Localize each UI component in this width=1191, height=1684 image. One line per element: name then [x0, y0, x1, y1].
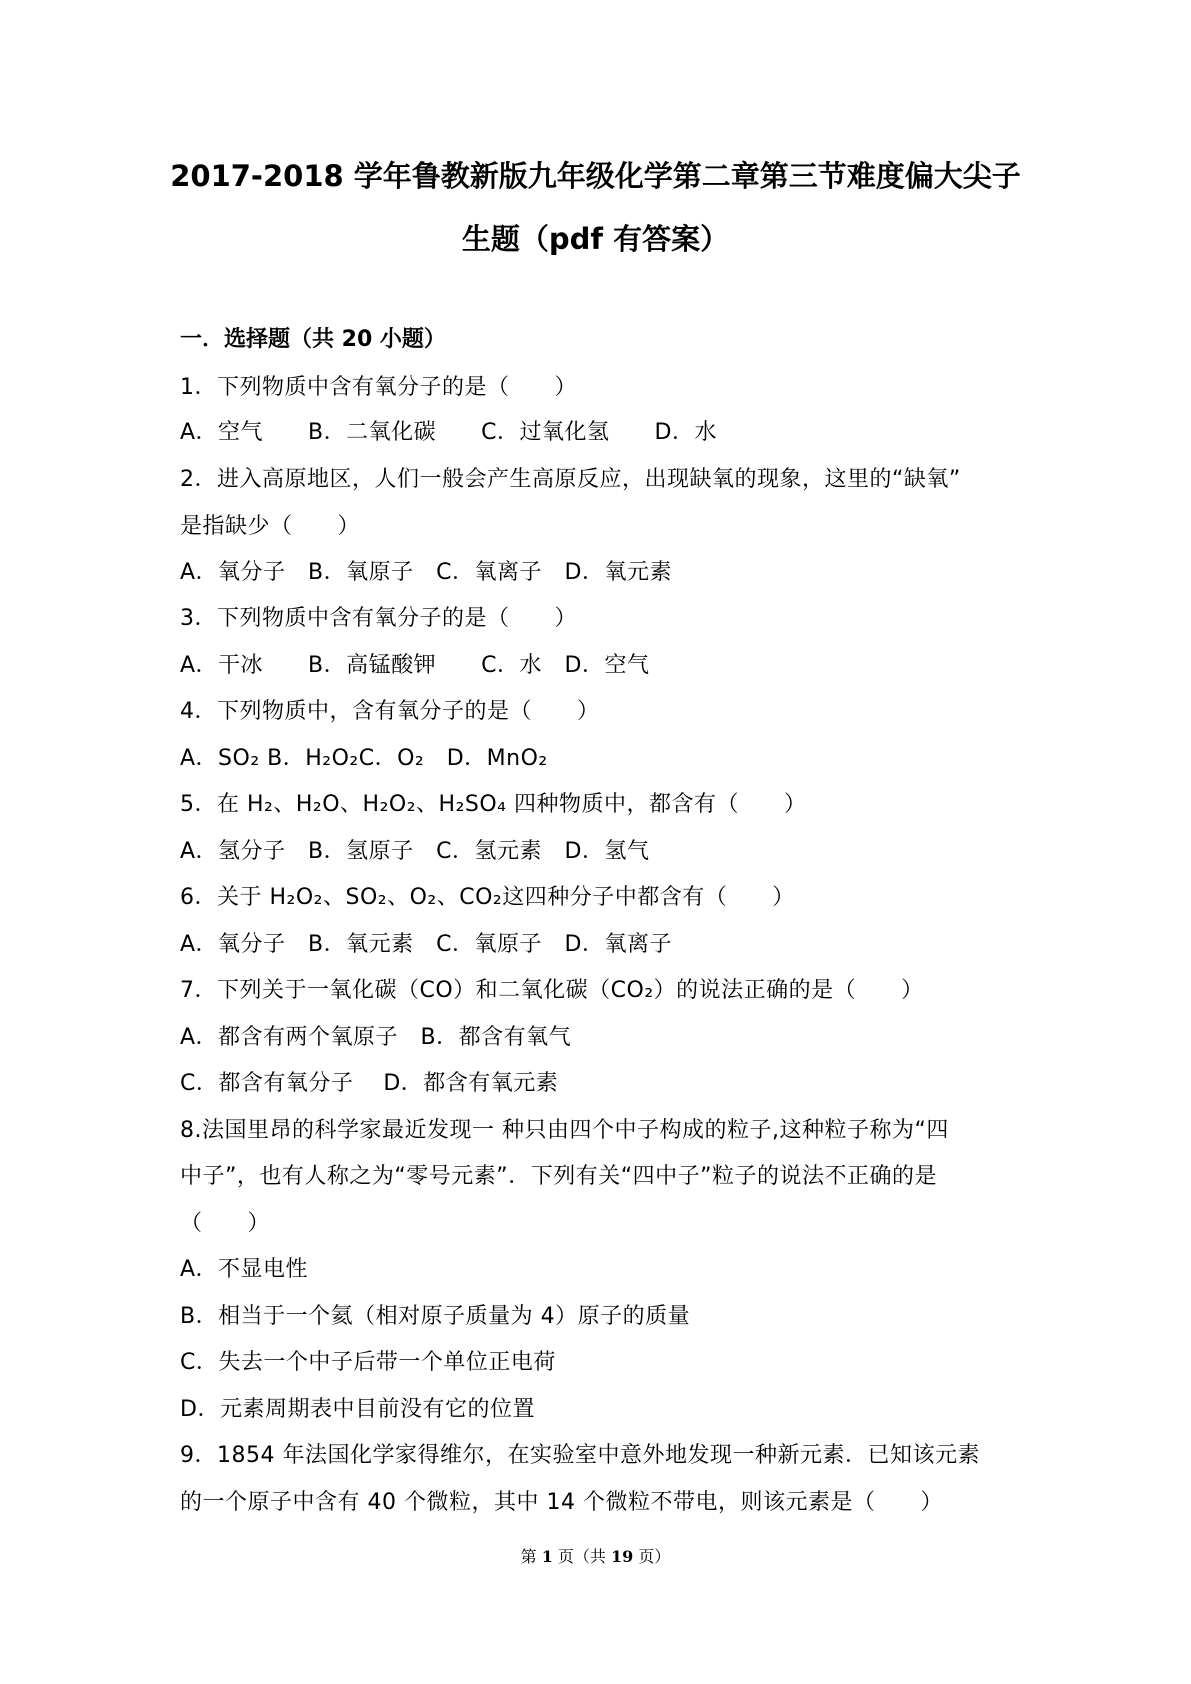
- footer-total-pages: 19: [611, 1547, 634, 1566]
- footer-page-number: 1: [541, 1547, 553, 1566]
- options-line: A．氧分子 B．氧原子 C．氧离子 D．氧元素: [180, 560, 672, 585]
- options-line: A．氢分子 B．氢原子 C．氢元素 D．氢气: [180, 839, 650, 864]
- question-line: 中子”，也有人称之为“零号元素”．下列有关“四中子”粒子的说法不正确的是: [180, 1164, 937, 1189]
- question-line: 是指缺少（ ）: [180, 514, 361, 539]
- question-line: 8.法国里昂的科学家最近发现一 种只由四个中子构成的粒子,这种粒子称为“四: [180, 1118, 949, 1143]
- options-line: A．都含有两个氧原子 B．都含有氧气: [180, 1025, 572, 1050]
- question-line: 6．关于 H₂O₂、SO₂、O₂、CO₂这四种分子中都含有（ ）: [180, 885, 795, 910]
- document-title-line2: 生题（pdf 有答案）: [461, 222, 730, 256]
- footer-prefix: 第: [520, 1547, 542, 1566]
- question-line: （ ）: [180, 1211, 271, 1236]
- question-line: 7．下列关于一氧化碳（CO）和二氧化碳（CO₂）的说法正确的是（ ）: [180, 978, 924, 1003]
- document-title-line1: 2017-2018 学年鲁教新版九年级化学第二章第三节难度偏大尖子: [170, 159, 1021, 193]
- page-footer: [0, 1546, 1191, 1568]
- question-line: 9．1854 年法国化学家得维尔，在实验室中意外地发现一种新元素．已知该元素: [180, 1443, 980, 1468]
- option-line: B．相当于一个氦（相对原子质量为 4）原子的质量: [180, 1304, 691, 1329]
- options-line: A．氧分子 B．氧元素 C．氧原子 D．氧离子: [180, 932, 672, 957]
- option-line: C．失去一个中子后带一个单位正电荷: [180, 1350, 556, 1375]
- question-line: 的一个原子中含有 40 个微粒，其中 14 个微粒不带电，则该元素是（ ）: [180, 1490, 943, 1515]
- question-line: 3．下列物质中含有氧分子的是（ ）: [180, 606, 577, 631]
- question-line: 1．下列物质中含有氧分子的是（ ）: [180, 375, 577, 400]
- options-line: A．干冰 B．高锰酸钾 C．水 D．空气: [180, 653, 650, 678]
- question-line: 4．下列物质中，含有氧分子的是（ ）: [180, 699, 600, 724]
- options-line: C．都含有氧分子 D．都含有氧元素: [180, 1071, 559, 1096]
- options-line: A．空气 B．二氧化碳 C．过氧化氢 D．水: [180, 420, 717, 445]
- footer-suffix: 页）: [633, 1547, 671, 1566]
- option-line: A．不显电性: [180, 1257, 309, 1282]
- section-heading: 一．选择题（共 20 小题）: [180, 327, 446, 352]
- footer-middle: 页（共: [552, 1547, 612, 1566]
- option-line: D．元素周期表中目前没有它的位置: [180, 1397, 535, 1422]
- question-line: 5．在 H₂、H₂O、H₂O₂、H₂SO₄ 四种物质中，都含有（ ）: [180, 792, 807, 817]
- options-line: A．SO₂ B．H₂O₂C．O₂ D．MnO₂: [180, 746, 548, 771]
- question-line: 2．进入高原地区，人们一般会产生高原反应，出现缺氧的现象，这里的“缺氧”: [180, 467, 961, 492]
